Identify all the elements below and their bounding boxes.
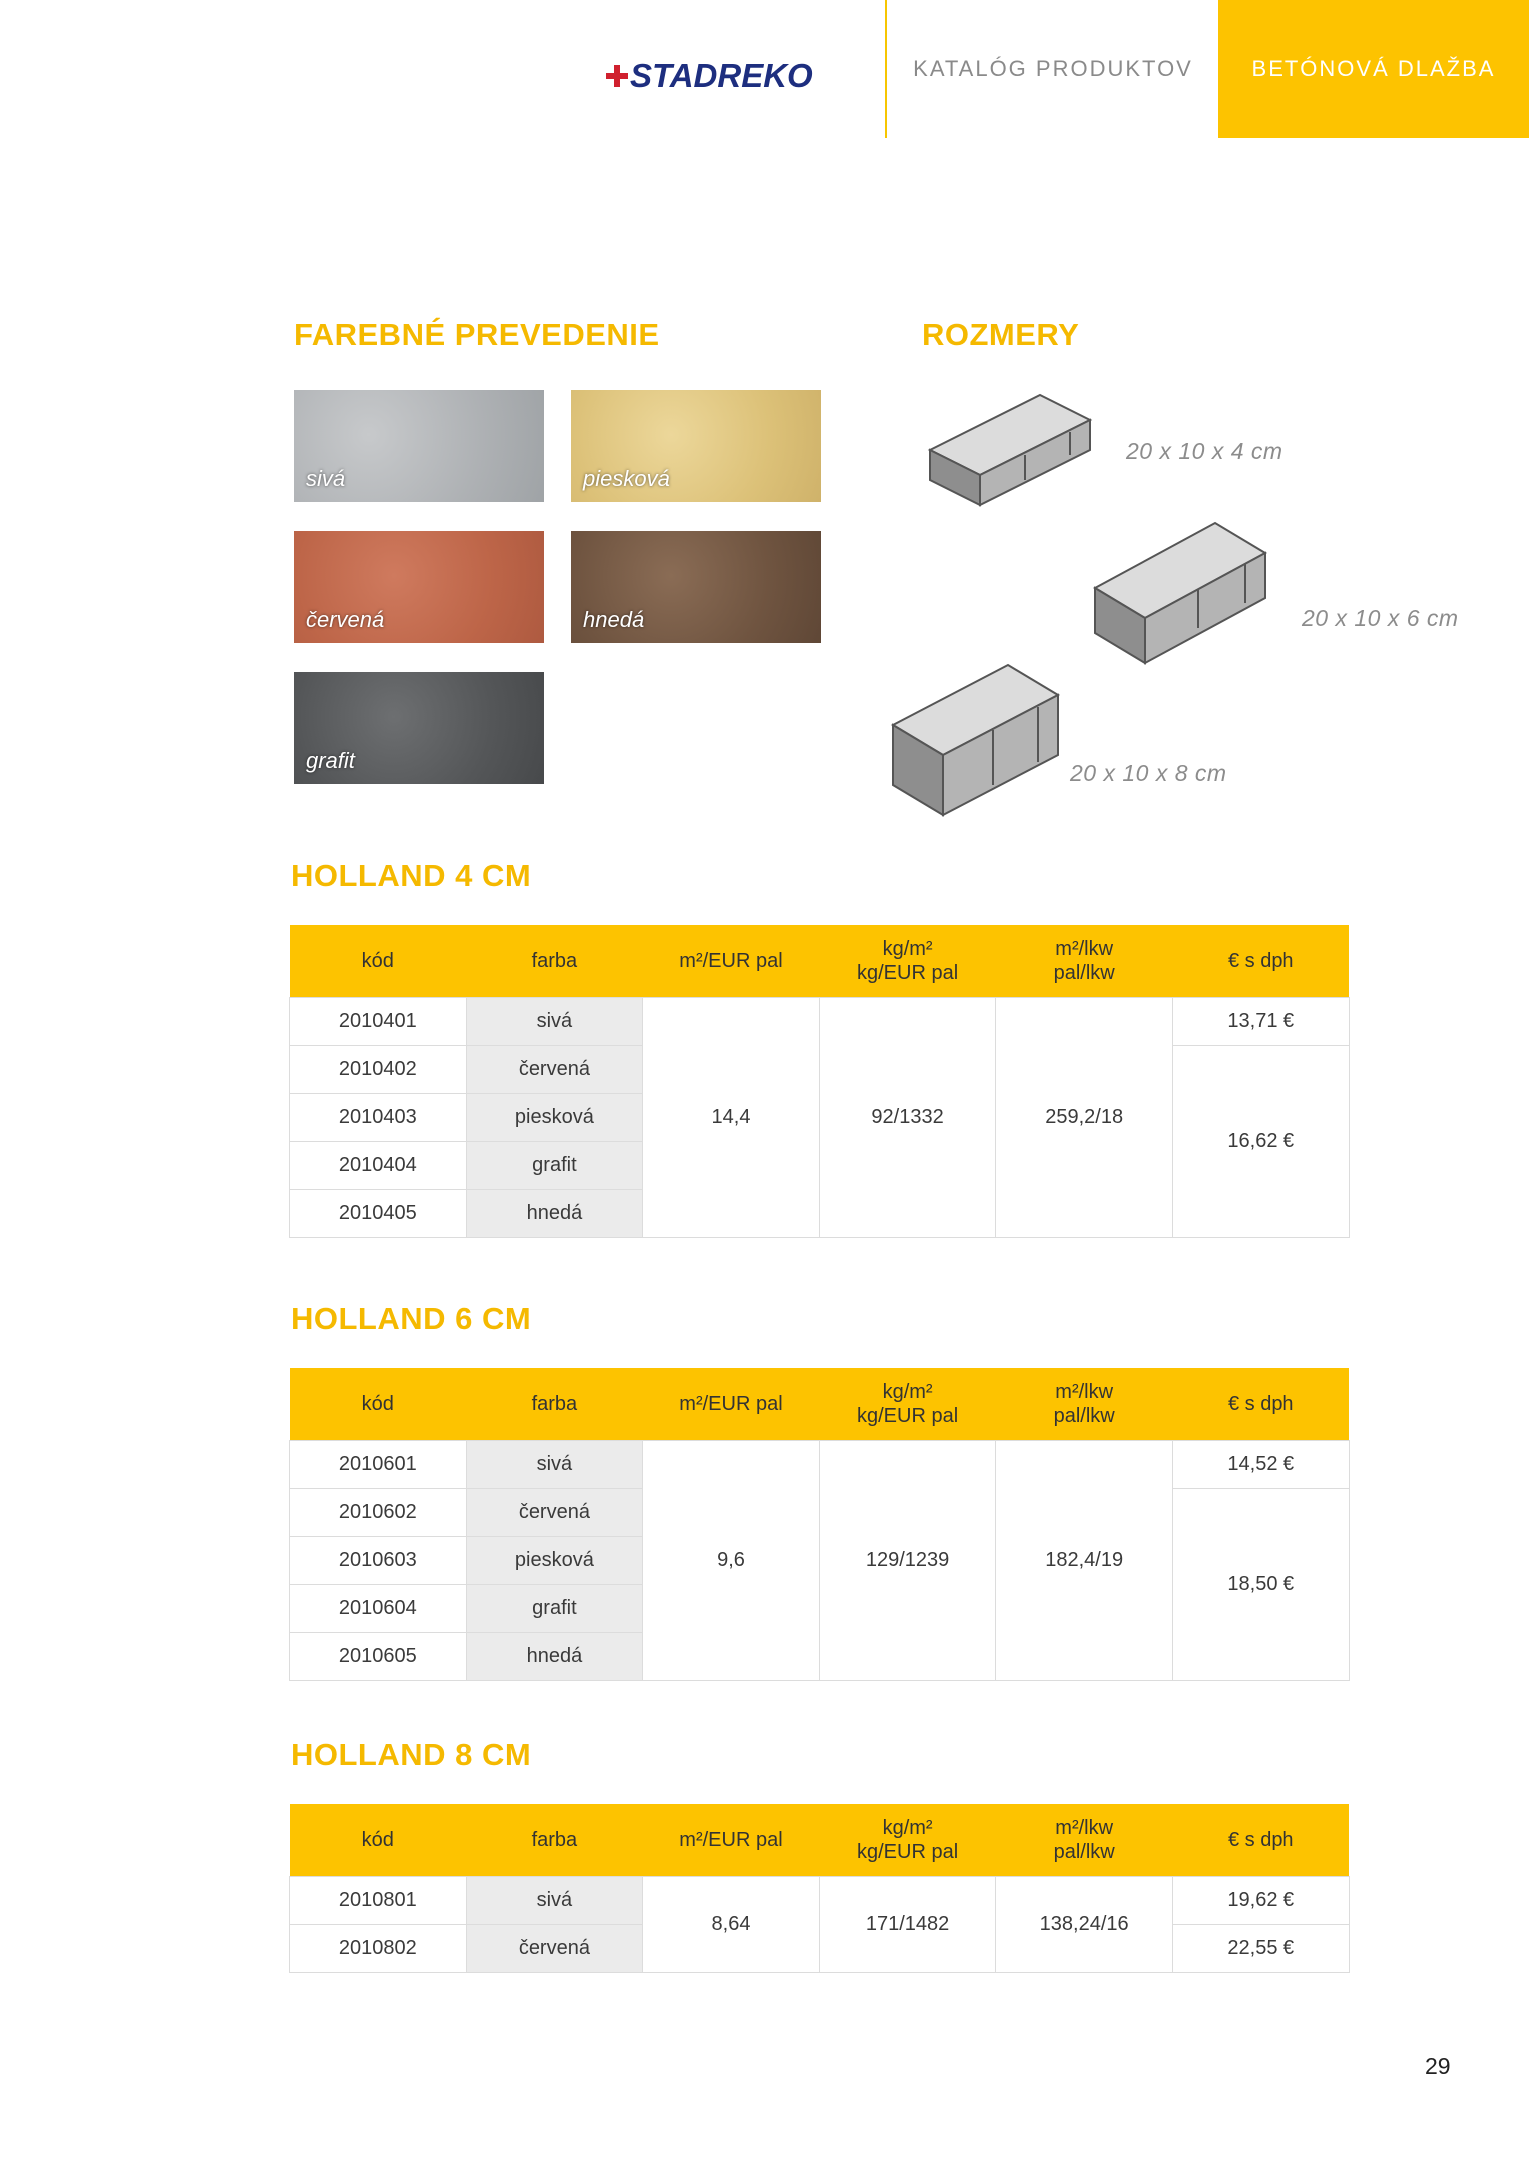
col-lkw-line1: m²/lkw <box>1055 1381 1114 1403</box>
header-divider <box>885 0 887 138</box>
holland4-title: HOLLAND 4 CM <box>291 858 532 893</box>
kod-cell: 2010801 <box>290 1877 467 1925</box>
col-lkw <box>996 1804 1173 1877</box>
size-6cm-label: 20 x 10 x 6 cm <box>1302 605 1459 631</box>
paver-6cm-icon <box>1090 518 1270 668</box>
logo-text: STADREKO <box>630 57 813 94</box>
price-cell: 22,55 € <box>1172 1925 1349 1973</box>
kg-cell: 129/1239 <box>819 1441 996 1681</box>
col-m2-eur-pal: m²/EUR pal <box>643 1804 820 1877</box>
price-cell: 18,50 € <box>1172 1489 1349 1681</box>
kod-cell: 2010602 <box>290 1489 467 1537</box>
swatch-label: hnedá <box>583 607 645 632</box>
lkw-cell: 138,24/16 <box>996 1877 1173 1973</box>
kod-cell: 2010405 <box>290 1190 467 1238</box>
swatch-hneda <box>571 531 821 643</box>
col-kg <box>819 1804 996 1877</box>
kg-cell: 171/1482 <box>819 1877 996 1973</box>
col-price: € s dph <box>1172 1804 1349 1877</box>
col-price: € s dph <box>1172 925 1349 998</box>
col-lkw-line1: m²/lkw <box>1055 1817 1114 1839</box>
table-row <box>290 998 1350 1046</box>
col-lkw-line2: pal/lkw <box>1053 962 1115 984</box>
table-header-row <box>290 1804 1350 1877</box>
farba-cell: červená <box>466 1489 643 1537</box>
farba-cell: grafit <box>466 1585 643 1633</box>
colors-title: FAREBNÉ PREVEDENIE <box>294 317 660 352</box>
swatch-cervena <box>294 531 544 643</box>
lkw-cell: 259,2/18 <box>996 998 1173 1238</box>
farba-cell: hnedá <box>466 1190 643 1238</box>
lkw-cell: 182,4/19 <box>996 1441 1173 1681</box>
farba-cell: červená <box>466 1046 643 1094</box>
farba-cell: sivá <box>466 1877 643 1925</box>
col-lkw-line2: pal/lkw <box>1053 1841 1115 1863</box>
m2-eur-pal-cell: 14,4 <box>643 998 820 1238</box>
kod-cell: 2010802 <box>290 1925 467 1973</box>
col-farba: farba <box>466 1804 643 1877</box>
kod-cell: 2010601 <box>290 1441 467 1489</box>
farba-cell: červená <box>466 1925 643 1973</box>
price-cell: 14,52 € <box>1172 1441 1349 1489</box>
col-kg-line1: kg/m² <box>882 1381 933 1403</box>
farba-cell: piesková <box>466 1537 643 1585</box>
col-lkw <box>996 1368 1173 1441</box>
swatch-label: piesková <box>583 466 670 491</box>
col-lkw <box>996 925 1173 998</box>
m2-eur-pal-cell: 8,64 <box>643 1877 820 1973</box>
size-4cm-label: 20 x 10 x 4 cm <box>1126 438 1283 464</box>
holland6-title: HOLLAND 6 CM <box>291 1301 532 1336</box>
table-header-row <box>290 1368 1350 1441</box>
catalog-label: KATALÓG PRODUKTOV <box>913 56 1193 81</box>
kod-cell: 2010603 <box>290 1537 467 1585</box>
kod-cell: 2010404 <box>290 1142 467 1190</box>
col-farba: farba <box>466 925 643 998</box>
col-kod: kód <box>290 925 467 998</box>
col-kg <box>819 1368 996 1441</box>
table-header-row <box>290 925 1350 998</box>
holland6-table <box>289 1368 1350 1681</box>
price-cell: 19,62 € <box>1172 1877 1349 1925</box>
kod-cell: 2010403 <box>290 1094 467 1142</box>
swatch-label: grafit <box>306 748 355 773</box>
col-m2-eur-pal: m²/EUR pal <box>643 1368 820 1441</box>
col-lkw-line1: m²/lkw <box>1055 938 1114 960</box>
farba-cell: sivá <box>466 1441 643 1489</box>
paver-4cm-icon <box>925 390 1095 510</box>
kod-cell: 2010605 <box>290 1633 467 1681</box>
holland8-title: HOLLAND 8 CM <box>291 1737 532 1772</box>
holland8-table <box>289 1804 1350 1973</box>
price-cell: 16,62 € <box>1172 1046 1349 1238</box>
table-row <box>290 1441 1350 1489</box>
page-number: 29 <box>1425 2053 1451 2079</box>
size-8cm-label: 20 x 10 x 8 cm <box>1070 760 1227 786</box>
kod-cell: 2010604 <box>290 1585 467 1633</box>
col-lkw-line2: pal/lkw <box>1053 1405 1115 1427</box>
kod-cell: 2010402 <box>290 1046 467 1094</box>
col-farba: farba <box>466 1368 643 1441</box>
holland4-table <box>289 925 1350 1238</box>
m2-eur-pal-cell: 9,6 <box>643 1441 820 1681</box>
col-kod: kód <box>290 1804 467 1877</box>
stadreko-logo <box>606 57 813 94</box>
dimensions-title: ROZMERY <box>922 317 1080 352</box>
farba-cell: sivá <box>466 998 643 1046</box>
farba-cell: piesková <box>466 1094 643 1142</box>
price-cell: 13,71 € <box>1172 998 1349 1046</box>
col-kg <box>819 925 996 998</box>
paver-8cm-icon <box>888 660 1068 820</box>
cross-logo-icon <box>606 65 628 87</box>
farba-cell: hnedá <box>466 1633 643 1681</box>
swatch-siva <box>294 390 544 502</box>
table-row <box>290 1877 1350 1925</box>
farba-cell: grafit <box>466 1142 643 1190</box>
col-kg-line1: kg/m² <box>882 1817 933 1839</box>
col-kg-line2: kg/EUR pal <box>857 962 959 984</box>
kg-cell: 92/1332 <box>819 998 996 1238</box>
col-kg-line2: kg/EUR pal <box>857 1841 959 1863</box>
col-price: € s dph <box>1172 1368 1349 1441</box>
swatch-grafit <box>294 672 544 784</box>
kod-cell: 2010401 <box>290 998 467 1046</box>
col-kg-line2: kg/EUR pal <box>857 1405 959 1427</box>
col-kg-line1: kg/m² <box>882 938 933 960</box>
swatch-label: sivá <box>306 466 346 491</box>
col-m2-eur-pal: m²/EUR pal <box>643 925 820 998</box>
section-tag: BETÓNOVÁ DLAŽBA <box>1218 0 1529 138</box>
col-kod: kód <box>290 1368 467 1441</box>
swatch-label: červená <box>306 607 385 632</box>
swatch-pieskova <box>571 390 821 502</box>
